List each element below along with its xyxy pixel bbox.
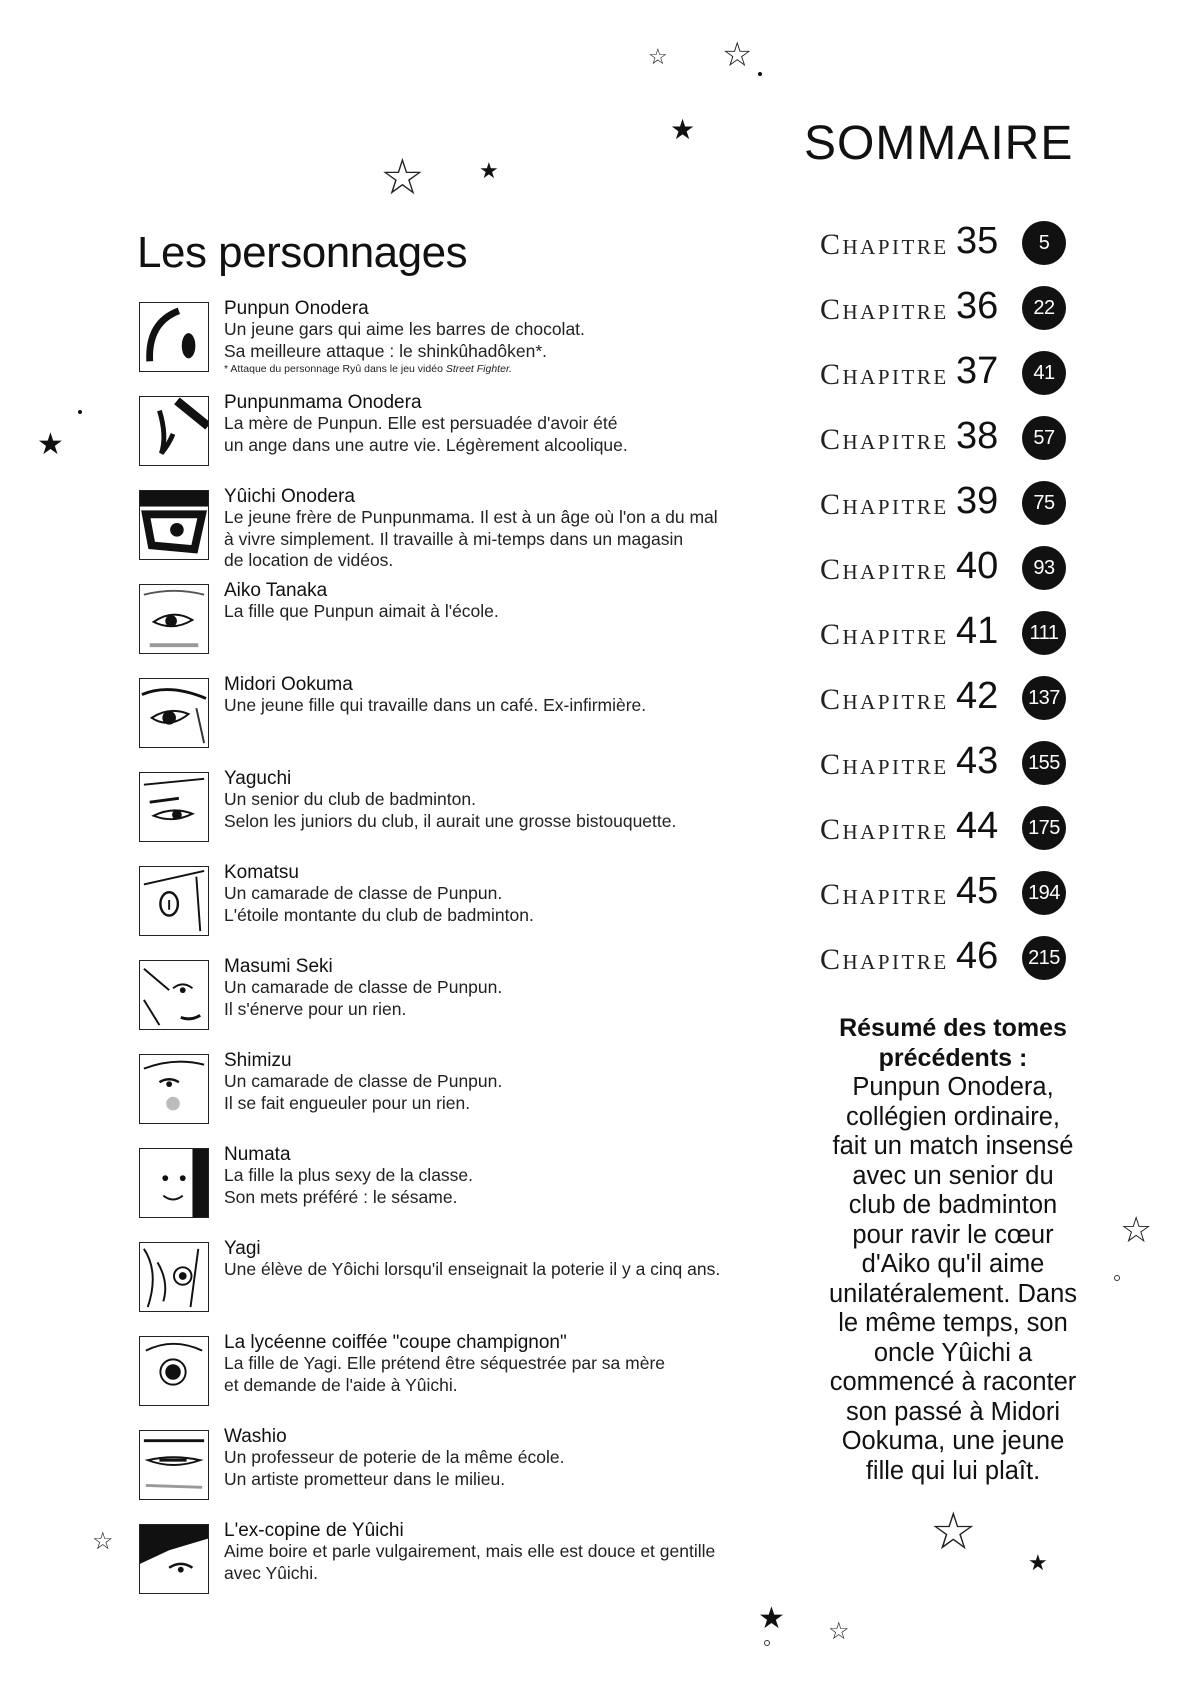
chapter-label: Chapitre	[820, 748, 949, 781]
page-number-badge: 93	[1022, 546, 1066, 590]
previous-volumes-summary	[826, 1014, 1080, 1486]
page-number-badge: 137	[1022, 676, 1066, 720]
character-name: Yagi	[224, 1238, 261, 1259]
character-description: La fille la plus sexy de la classe. Son mets préféré : le sésame.	[224, 1165, 474, 1207]
characters-heading: Les personnages	[137, 228, 468, 277]
character-description: La mère de Punpun. Elle est persuadée d'avoir été un ange dans une autre vie. Légèrement alcoolique.	[224, 413, 628, 455]
chapter-label: Chapitre	[820, 293, 949, 326]
character-description: La fille que Punpun aimait à l'école.	[224, 601, 499, 621]
character-thumbnail	[139, 866, 209, 936]
page-number-badge: 57	[1022, 416, 1066, 460]
filled-star-icon: ★	[1028, 1550, 1048, 1575]
filled-star-icon: ★	[479, 158, 499, 183]
summary-title: Résumé des tomes précédents :	[839, 1014, 1067, 1072]
page-number-badge: 5	[1022, 221, 1066, 265]
chapter-label: Chapitre	[820, 423, 949, 456]
toc-entry[interactable]	[820, 610, 1070, 656]
toc-entry[interactable]	[820, 285, 1070, 331]
character-thumbnail	[139, 1430, 209, 1500]
character-description: Le jeune frère de Punpunmama. Il est à un âge où l'on a du mal à vivre simplement. Il travaille à mi-temps dans un magasin de location de vidéos.	[224, 507, 718, 570]
ring-decoration	[764, 1640, 770, 1646]
character-thumbnail	[139, 1242, 209, 1312]
chapter-number: 41	[956, 610, 999, 652]
character-description: La fille de Yagi. Elle prétend être séquestrée par sa mère et demande de l'aide à Yûichi.	[224, 1353, 666, 1395]
chapter-label: Chapitre	[820, 813, 949, 846]
chapter-number: 40	[956, 545, 999, 587]
filled-star-icon: ★	[758, 1602, 785, 1635]
chapter-number: 46	[956, 935, 999, 977]
footnote: * Attaque du personnage Ryû dans le jeu vidéo Street Fighter.	[224, 363, 512, 375]
character-name: Aiko Tanaka	[224, 580, 328, 601]
character-thumbnail	[139, 772, 209, 842]
toc-entry[interactable]	[820, 675, 1070, 721]
outline-star-icon: ☆	[828, 1618, 850, 1645]
character-thumbnail	[139, 396, 209, 466]
character-description: Un camarade de classe de Punpun. Il se fait engueuler pour un rien.	[224, 1071, 503, 1113]
character-description: Un professeur de poterie de la même école. Un artiste prometteur dans le milieu.	[224, 1447, 565, 1489]
character-name: Komatsu	[224, 862, 299, 883]
character-name: Masumi Seki	[224, 956, 333, 977]
character-description: Une élève de Yôichi lorsqu'il enseignait la poterie il y a cinq ans.	[224, 1259, 721, 1279]
chapter-number: 39	[956, 480, 999, 522]
character-description: Un jeune gars qui aime les barres de chocolat. Sa meilleure attaque : le shinkûhadôken*.	[224, 319, 585, 361]
ring-decoration	[1114, 1275, 1120, 1281]
toc-entry[interactable]	[820, 805, 1070, 851]
character-name: La lycéenne coiffée "coupe champignon"	[224, 1332, 567, 1353]
toc-entry[interactable]	[820, 870, 1070, 916]
page-number-badge: 41	[1022, 351, 1066, 395]
character-thumbnail	[139, 960, 209, 1030]
character-description: Un camarade de classe de Punpun. Il s'énerve pour un rien.	[224, 977, 503, 1019]
chapter-number: 43	[956, 740, 999, 782]
outline-star-icon: ☆	[92, 1528, 114, 1555]
toc-entry[interactable]	[820, 545, 1070, 591]
chapter-label: Chapitre	[820, 488, 949, 521]
character-thumbnail	[139, 1054, 209, 1124]
character-name: L'ex-copine de Yûichi	[224, 1520, 404, 1541]
character-name: Yûichi Onodera	[224, 486, 355, 507]
page-number-badge: 194	[1022, 871, 1066, 915]
filled-star-icon: ★	[37, 428, 64, 461]
page-number-badge: 22	[1022, 286, 1066, 330]
character-thumbnail	[139, 1148, 209, 1218]
toc-entry[interactable]	[820, 740, 1070, 786]
character-thumbnail	[139, 584, 209, 654]
toc-heading: SOMMAIRE	[804, 117, 1074, 170]
character-description: Un senior du club de badminton. Selon les juniors du club, il aurait une grosse bistouquette.	[224, 789, 677, 831]
character-name: Midori Ookuma	[224, 674, 353, 695]
chapter-label: Chapitre	[820, 553, 949, 586]
dot-decoration	[78, 410, 82, 414]
character-thumbnail	[139, 302, 209, 372]
chapter-number: 37	[956, 350, 999, 392]
chapter-label: Chapitre	[820, 358, 949, 391]
character-name: Washio	[224, 1426, 287, 1447]
chapter-label: Chapitre	[820, 878, 949, 911]
page-number-badge: 111	[1022, 611, 1066, 655]
chapter-label: Chapitre	[820, 683, 949, 716]
character-description: Un camarade de classe de Punpun. L'étoile montante du club de badminton.	[224, 883, 534, 925]
outline-star-icon: ☆	[722, 36, 753, 74]
character-description: Une jeune fille qui travaille dans un café. Ex-infirmière.	[224, 695, 647, 715]
character-thumbnail	[139, 678, 209, 748]
chapter-label: Chapitre	[820, 618, 949, 651]
chapter-label: Chapitre	[820, 943, 949, 976]
page-number-badge: 155	[1022, 741, 1066, 785]
chapter-number: 38	[956, 415, 999, 457]
character-name: Punpunmama Onodera	[224, 392, 422, 413]
outline-star-icon: ☆	[648, 44, 668, 69]
outline-star-icon: ☆	[1120, 1209, 1153, 1250]
summary-text: Punpun Onodera, collégien ordinaire, fait un match insensé avec un senior du club de badminton pour ravir le cœur d'Aiko qu'il aime unilatéralement. Dans le même temps, son oncle Yûichi a commencé à raconter son passé à Midori Ookuma, une jeune fille qui lui plaît.	[828, 1073, 1078, 1485]
character-name: Numata	[224, 1144, 291, 1165]
chapter-number: 44	[956, 805, 999, 847]
chapter-number: 45	[956, 870, 999, 912]
character-name: Yaguchi	[224, 768, 292, 789]
toc-entry[interactable]	[820, 220, 1070, 266]
toc-entry[interactable]	[820, 415, 1070, 461]
chapter-number: 35	[956, 220, 999, 262]
character-description: Aime boire et parle vulgairement, mais elle est douce et gentille avec Yûichi.	[224, 1541, 716, 1583]
toc-entry[interactable]	[820, 480, 1070, 526]
character-name: Shimizu	[224, 1050, 292, 1071]
chapter-label: Chapitre	[820, 228, 949, 261]
filled-star-icon: ★	[670, 114, 696, 145]
character-thumbnail	[139, 490, 209, 560]
outline-star-icon: ☆	[930, 1503, 977, 1561]
character-thumbnail	[139, 1336, 209, 1406]
page-number-badge: 215	[1022, 936, 1066, 980]
dot-decoration	[758, 72, 762, 76]
page-number-badge: 175	[1022, 806, 1066, 850]
toc-entry[interactable]	[820, 935, 1070, 981]
character-thumbnail	[139, 1524, 209, 1594]
character-name: Punpun Onodera	[224, 298, 369, 319]
chapter-number: 42	[956, 675, 999, 717]
toc-entry[interactable]	[820, 350, 1070, 396]
chapter-number: 36	[956, 285, 999, 327]
outline-star-icon: ☆	[380, 149, 425, 205]
page-number-badge: 75	[1022, 481, 1066, 525]
